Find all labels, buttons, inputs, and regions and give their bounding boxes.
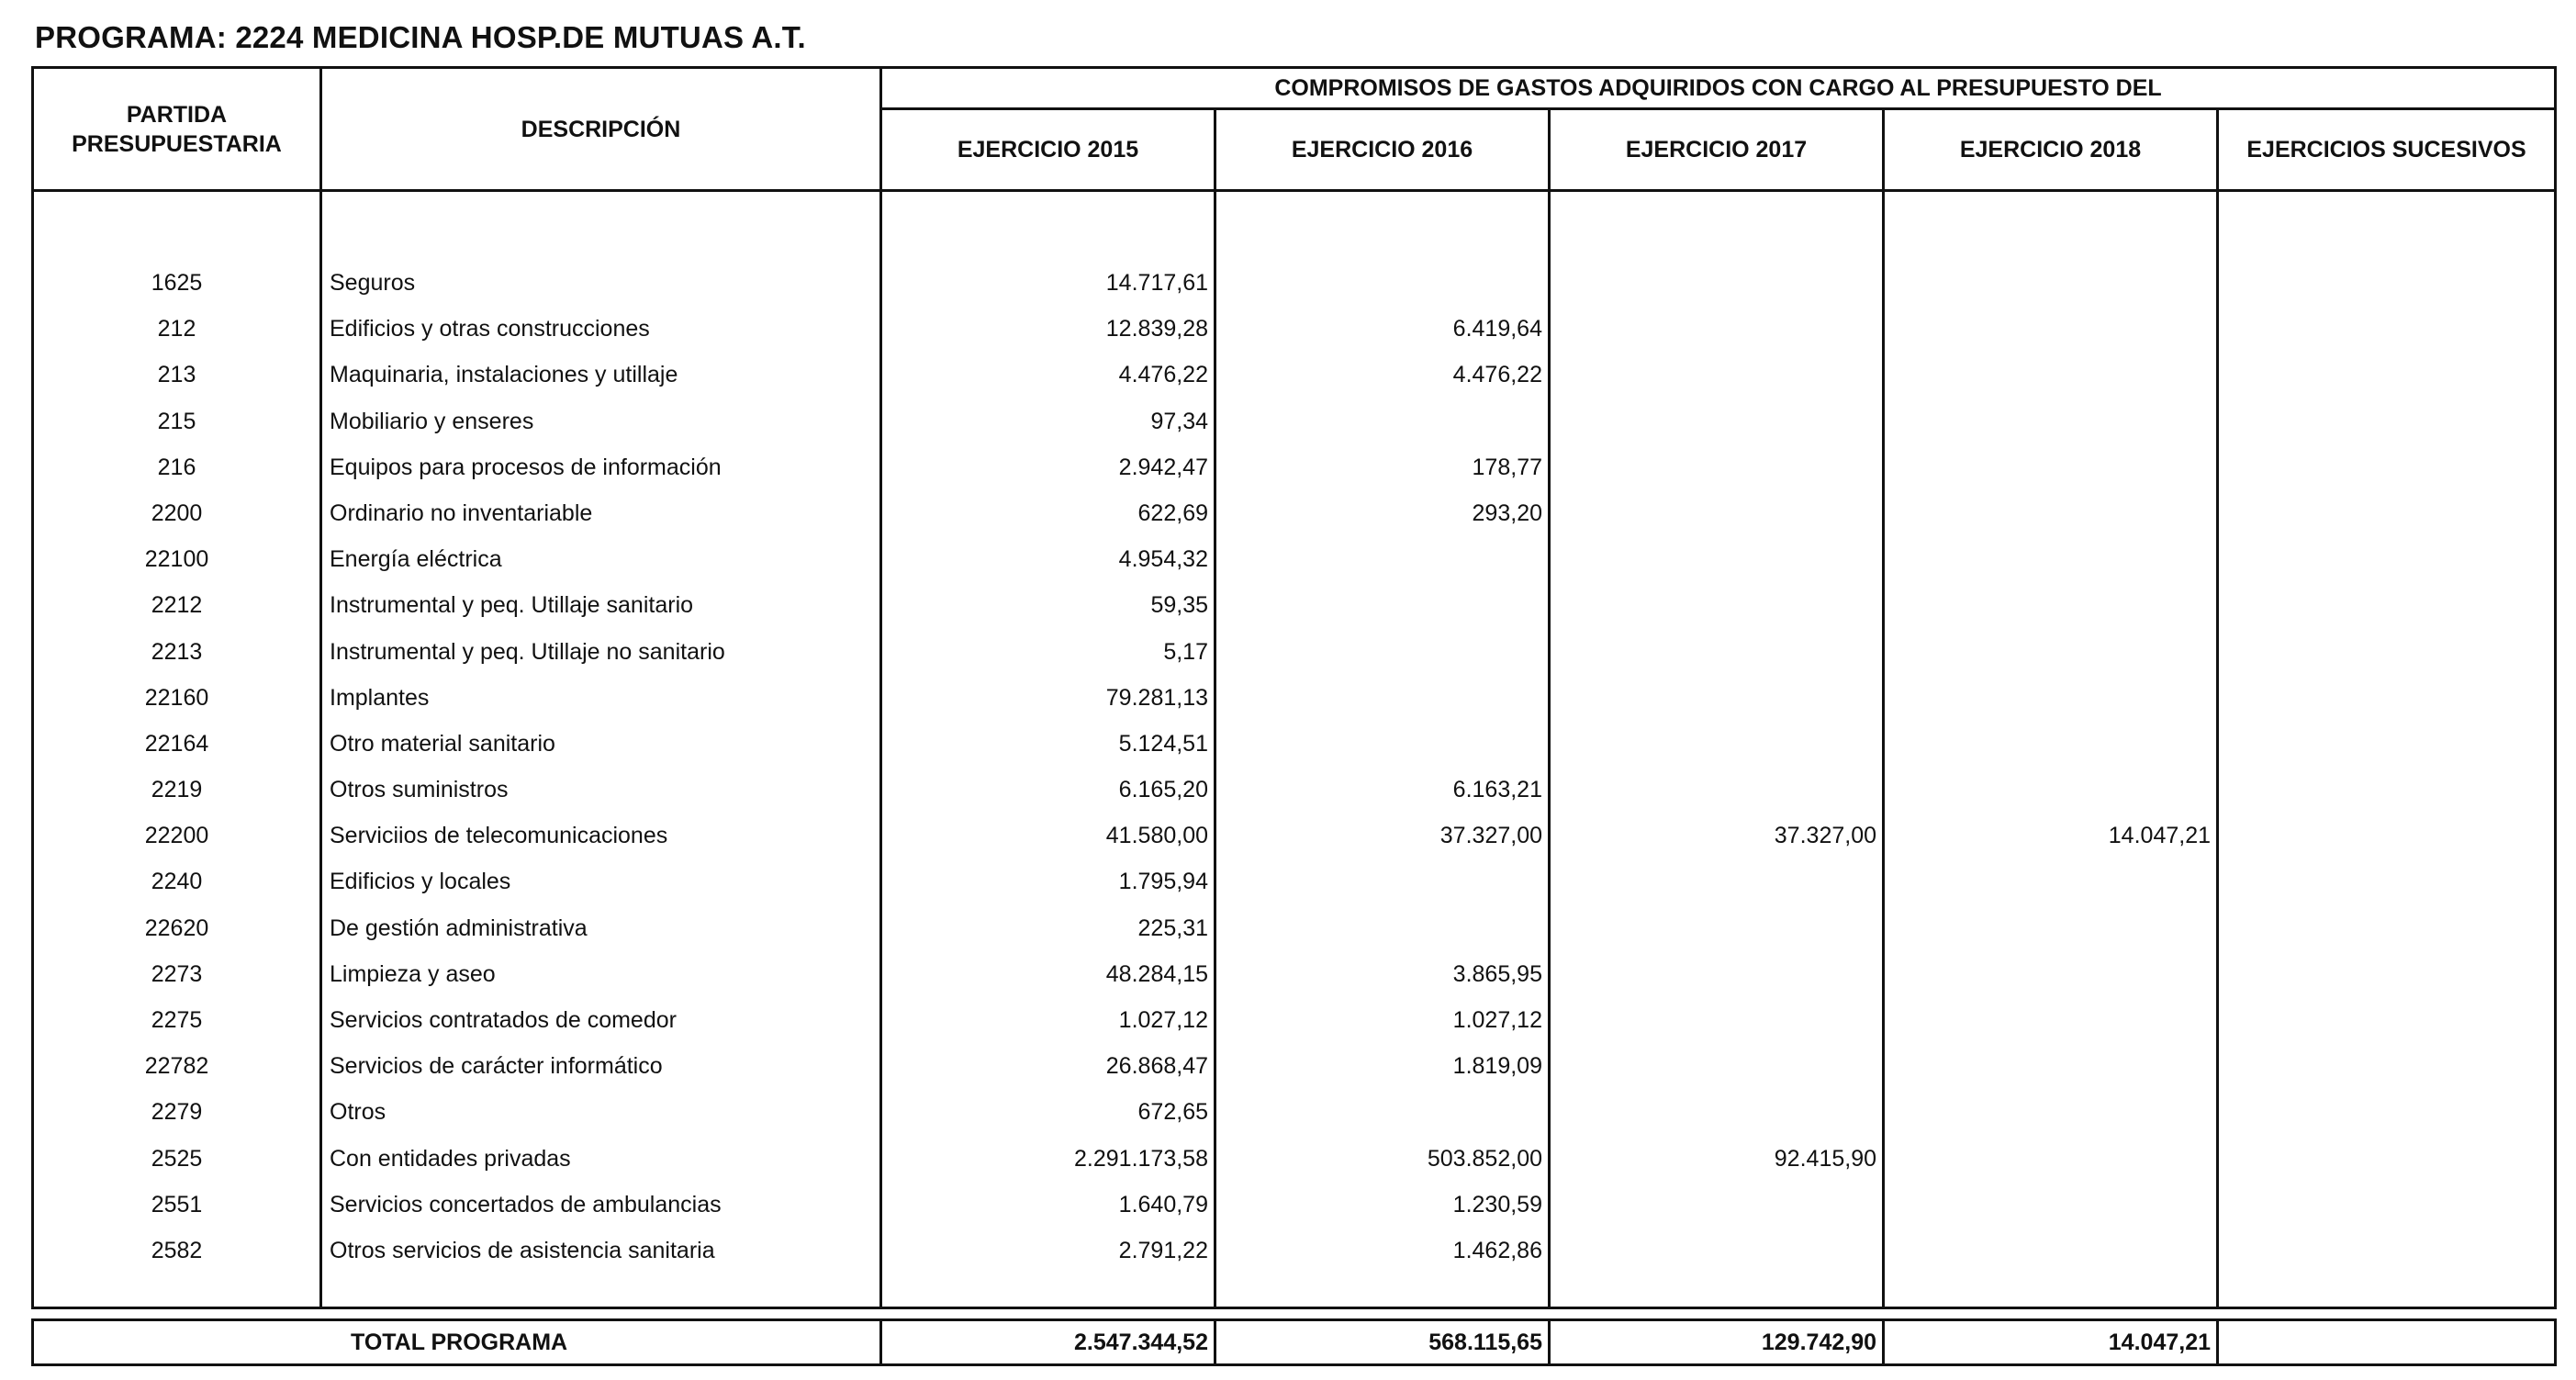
row-2273-suc: [2219, 951, 2554, 997]
row-22200-y2017: 37.327,00: [1774, 823, 1876, 849]
row-22164-suc: [2219, 721, 2554, 767]
row-22100-y2015: 4.954,32: [1118, 546, 1208, 573]
row-22160-y2015: 79.281,13: [1105, 684, 1208, 711]
row-2279-suc: [2219, 1089, 2554, 1135]
row-213-y2018: [1885, 352, 2216, 398]
row-216-y2017: [1551, 444, 1882, 490]
header-descripcion-label: DESCRIPCIÓN: [521, 116, 681, 142]
row-216-y2016: 178,77: [1472, 454, 1542, 480]
row-2273-code: 2273: [151, 960, 203, 987]
row-2525-desc: Con entidades privadas: [330, 1145, 571, 1172]
row-2240-y2018: [1885, 858, 2216, 904]
row-22782-y2017: [1551, 1043, 1882, 1089]
row-2582-desc: Otros servicios de asistencia sanitaria: [330, 1237, 715, 1263]
total-2015: 2.547.344,52: [881, 1320, 1215, 1365]
row-2273-y2018: [1885, 951, 2216, 997]
row-216-desc: Equipos para procesos de información: [330, 454, 722, 480]
header-year-2017: EJERCICIO 2017: [1550, 109, 1884, 191]
row-215-suc: [2219, 398, 2554, 444]
row-2525-y2017: 92.415,90: [1774, 1145, 1876, 1172]
row-2200-suc: [2219, 490, 2554, 536]
row-22200-y2015: 41.580,00: [1105, 823, 1208, 849]
row-2279-desc: Otros: [330, 1099, 386, 1126]
row-22100-desc: Energía eléctrica: [330, 546, 502, 573]
row-22100-y2017: [1551, 536, 1882, 582]
row-2240-y2016: [1216, 858, 1548, 904]
row-22160-y2016: [1216, 675, 1548, 721]
row-22782-y2018: [1885, 1043, 2216, 1089]
row-212-y2015: 12.839,28: [1105, 316, 1208, 342]
total-row: [31, 1318, 2557, 1366]
row-2582-code: 2582: [151, 1237, 203, 1263]
row-1625-y2016: [1216, 260, 1548, 306]
row-22160-code: 22160: [144, 684, 209, 711]
row-2582-y2016: 1.462,86: [1452, 1237, 1542, 1263]
row-2213-code: 2213: [151, 638, 203, 665]
budget-table: [31, 66, 2557, 1309]
column-2018: [1884, 191, 2218, 1308]
header-partida-label: PARTIDA PRESUPUESTARIA: [72, 101, 282, 157]
page-title: PROGRAMA: 2224 MEDICINA HOSP.DE MUTUAS A.T.: [35, 20, 806, 54]
row-2275-y2015: 1.027,12: [1118, 1007, 1208, 1033]
row-22620-suc: [2219, 905, 2554, 951]
row-22164-code: 22164: [144, 730, 209, 757]
row-1625-y2017: [1551, 260, 1882, 306]
row-1625-suc: [2219, 260, 2554, 306]
row-215-y2017: [1551, 398, 1882, 444]
row-2582-suc: [2219, 1228, 2554, 1273]
row-22100-y2018: [1885, 536, 2216, 582]
row-1625-y2015: 14.717,61: [1105, 270, 1208, 296]
column-2016: [1215, 191, 1550, 1308]
row-22620-desc: De gestión administrativa: [330, 914, 588, 941]
row-2219-desc: Otros suministros: [330, 777, 509, 803]
row-22164-y2016: [1216, 721, 1548, 767]
row-2200-desc: Ordinario no inventariable: [330, 499, 593, 526]
row-2551-y2015: 1.640,79: [1118, 1191, 1208, 1217]
row-2551-suc: [2219, 1182, 2554, 1228]
row-2212-y2015: 59,35: [1150, 592, 1208, 619]
row-212-suc: [2219, 306, 2554, 352]
total-sucesivos: [2218, 1320, 2556, 1365]
header-sucesivos: EJERCICIOS SUCESIVOS: [2218, 109, 2556, 191]
row-22620-y2016: [1216, 905, 1548, 951]
row-22620-y2018: [1885, 905, 2216, 951]
row-213-suc: [2219, 352, 2554, 398]
row-1625-desc: Seguros: [330, 270, 416, 296]
column-descriptions: [321, 191, 881, 1308]
row-2200-y2016: 293,20: [1472, 499, 1542, 526]
row-22160-suc: [2219, 675, 2554, 721]
row-2551-y2017: [1551, 1182, 1882, 1228]
row-2240-y2017: [1551, 858, 1882, 904]
row-2240-code: 2240: [151, 869, 203, 895]
row-2279-y2018: [1885, 1089, 2216, 1135]
row-2219-y2017: [1551, 767, 1882, 813]
row-215-y2018: [1885, 398, 2216, 444]
header-compromisos: COMPROMISOS DE GASTOS ADQUIRIDOS CON CARGO AL PRESUPUESTO DEL: [881, 68, 2556, 109]
row-215-y2016: [1216, 398, 1548, 444]
row-2213-y2018: [1885, 629, 2216, 675]
row-2200-y2017: [1551, 490, 1882, 536]
row-22782-y2016: 1.819,09: [1452, 1053, 1542, 1080]
row-22100-y2016: [1216, 536, 1548, 582]
row-2200-code: 2200: [151, 499, 203, 526]
row-2551-y2018: [1885, 1182, 2216, 1228]
row-212-y2017: [1551, 306, 1882, 352]
row-2525-y2016: 503.852,00: [1427, 1145, 1542, 1172]
row-2212-desc: Instrumental y peq. Utillaje sanitario: [330, 592, 694, 619]
row-22164-desc: Otro material sanitario: [330, 730, 555, 757]
row-2275-y2017: [1551, 997, 1882, 1043]
row-22100-suc: [2219, 536, 2554, 582]
row-2212-y2017: [1551, 582, 1882, 628]
row-2525-code: 2525: [151, 1145, 203, 1172]
row-22782-y2015: 26.868,47: [1105, 1053, 1208, 1080]
header-descripcion: [321, 68, 881, 191]
row-22782-code: 22782: [144, 1053, 209, 1080]
row-22160-y2018: [1885, 675, 2216, 721]
row-2275-y2018: [1885, 997, 2216, 1043]
row-22164-y2015: 5.124,51: [1118, 730, 1208, 757]
row-2582-y2018: [1885, 1228, 2216, 1273]
row-2200-y2018: [1885, 490, 2216, 536]
column-2017: [1550, 191, 1884, 1308]
row-2240-y2015: 1.795,94: [1118, 869, 1208, 895]
row-2219-y2016: 6.163,21: [1452, 777, 1542, 803]
row-215-code: 215: [157, 408, 196, 434]
row-2551-y2016: 1.230,59: [1452, 1191, 1542, 1217]
row-22200-suc: [2219, 813, 2554, 858]
row-22620-y2017: [1551, 905, 1882, 951]
row-2582-y2015: 2.791,22: [1118, 1237, 1208, 1263]
row-2275-y2016: 1.027,12: [1452, 1007, 1542, 1033]
row-2551-code: 2551: [151, 1191, 203, 1217]
row-212-code: 212: [157, 316, 196, 342]
row-2240-desc: Edificios y locales: [330, 869, 511, 895]
row-1625-code: 1625: [151, 270, 203, 296]
row-22200-desc: Serviciios de telecomunicaciones: [330, 823, 668, 849]
row-213-y2015: 4.476,22: [1118, 362, 1208, 388]
row-22160-y2017: [1551, 675, 1882, 721]
row-22200-code: 22200: [144, 823, 209, 849]
row-2213-suc: [2219, 629, 2554, 675]
row-2525-y2015: 2.291.173,58: [1074, 1145, 1208, 1172]
row-2213-y2015: 5,17: [1163, 638, 1208, 665]
row-212-y2016: 6.419,64: [1452, 316, 1542, 342]
row-2273-y2016: 3.865,95: [1452, 960, 1542, 987]
row-213-desc: Maquinaria, instalaciones y utillaje: [330, 362, 678, 388]
row-215-desc: Mobiliario y enseres: [330, 408, 534, 434]
row-213-code: 213: [157, 362, 196, 388]
column-sucesivos: [2218, 191, 2556, 1308]
row-213-y2017: [1551, 352, 1882, 398]
row-213-y2016: 4.476,22: [1452, 362, 1542, 388]
row-2279-y2017: [1551, 1089, 1882, 1135]
row-2551-desc: Servicios concertados de ambulancias: [330, 1191, 722, 1217]
row-2279-y2015: 672,65: [1137, 1099, 1208, 1126]
header-year-2015: EJERCICIO 2015: [881, 109, 1215, 191]
row-2213-y2016: [1216, 629, 1548, 675]
row-2279-y2016: [1216, 1089, 1548, 1135]
column-2015: [881, 191, 1215, 1308]
row-2240-suc: [2219, 858, 2554, 904]
header-year-2016: EJERCICIO 2016: [1215, 109, 1550, 191]
row-22200-y2016: 37.327,00: [1439, 823, 1542, 849]
row-216-suc: [2219, 444, 2554, 490]
row-2275-suc: [2219, 997, 2554, 1043]
row-2212-suc: [2219, 582, 2554, 628]
row-1625-y2018: [1885, 260, 2216, 306]
total-2017: 129.742,90: [1550, 1320, 1884, 1365]
header-year-2018: EJERCICIO 2018: [1884, 109, 2218, 191]
row-212-y2018: [1885, 306, 2216, 352]
row-2212-y2018: [1885, 582, 2216, 628]
total-label: TOTAL PROGRAMA: [33, 1320, 881, 1365]
row-216-y2018: [1885, 444, 2216, 490]
column-codes: [33, 191, 321, 1308]
row-2213-desc: Instrumental y peq. Utillaje no sanitario: [330, 638, 725, 665]
row-215-y2015: 97,34: [1150, 408, 1208, 434]
row-2279-code: 2279: [151, 1099, 203, 1126]
row-22782-desc: Servicios de carácter informático: [330, 1053, 663, 1080]
row-216-code: 216: [157, 454, 196, 480]
row-22200-y2018: 14.047,21: [2108, 823, 2211, 849]
row-2273-y2015: 48.284,15: [1105, 960, 1208, 987]
row-2219-y2015: 6.165,20: [1118, 777, 1208, 803]
row-2200-y2015: 622,69: [1137, 499, 1208, 526]
row-216-y2015: 2.942,47: [1118, 454, 1208, 480]
row-2273-desc: Limpieza y aseo: [330, 960, 496, 987]
row-22160-desc: Implantes: [330, 684, 430, 711]
row-2219-code: 2219: [151, 777, 203, 803]
row-212-desc: Edificios y otras construcciones: [330, 316, 650, 342]
header-partida: [33, 68, 321, 191]
row-2273-y2017: [1551, 951, 1882, 997]
row-2212-code: 2212: [151, 592, 203, 619]
row-2525-y2018: [1885, 1136, 2216, 1182]
row-22100-code: 22100: [144, 546, 209, 573]
row-2275-code: 2275: [151, 1007, 203, 1033]
row-2212-y2016: [1216, 582, 1548, 628]
row-2219-y2018: [1885, 767, 2216, 813]
row-2275-desc: Servicios contratados de comedor: [330, 1007, 677, 1033]
total-2018: 14.047,21: [1884, 1320, 2218, 1365]
row-22164-y2018: [1885, 721, 2216, 767]
row-2582-y2017: [1551, 1228, 1882, 1273]
total-2016: 568.115,65: [1215, 1320, 1550, 1365]
row-22620-code: 22620: [144, 914, 209, 941]
row-2525-suc: [2219, 1136, 2554, 1182]
row-22782-suc: [2219, 1043, 2554, 1089]
row-2219-suc: [2219, 767, 2554, 813]
row-2213-y2017: [1551, 629, 1882, 675]
row-22620-y2015: 225,31: [1137, 914, 1208, 941]
row-22164-y2017: [1551, 721, 1882, 767]
